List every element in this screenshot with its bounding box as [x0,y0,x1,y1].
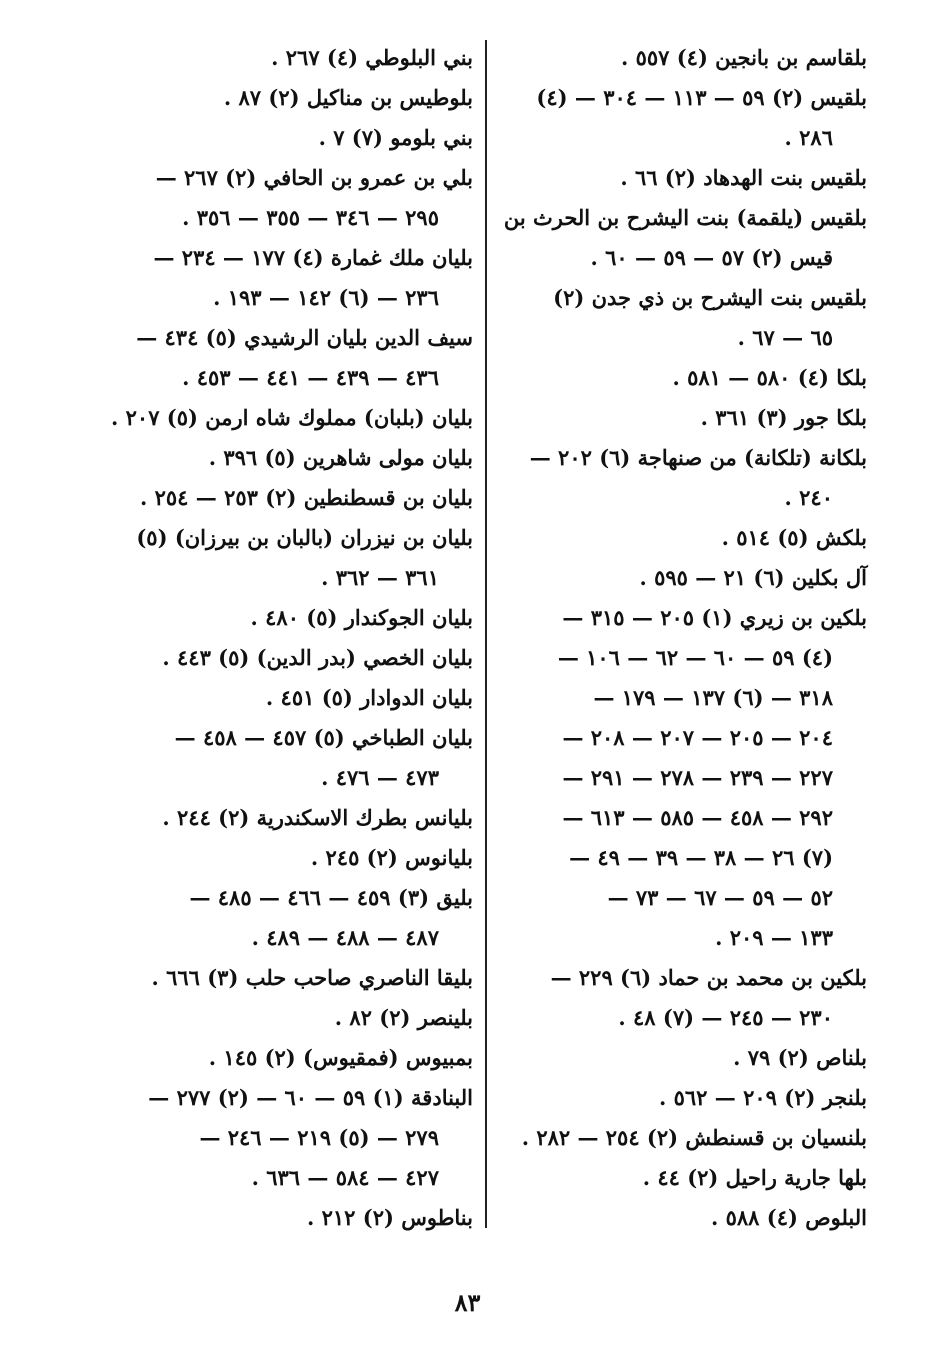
index-line: بني البلوطي (٤) ٢٦٧ . [271,45,473,70]
index-line: بلها جارية راحيل (٢) ٤٤ . [642,1165,867,1190]
index-line: ٢٠٤ — ٢٠٥ — ٢٠٧ — ٢٠٨ — [562,725,833,750]
right-column [503,38,867,1238]
index-line: بلي بن عمرو بن الحافي (٢) ٢٦٧ — [155,165,473,190]
index-line: ٢٣٠ — ٢٤٥ — (٧) ٤٨ . [618,1005,833,1030]
index-line: بليان (بلبان) مملوك شاه ارمن (٥) ٢٠٧ . [111,405,473,430]
index-line: بليان مولى شاهرين (٥) ٣٩٦ . [208,445,473,470]
index-line: البنادقة (١) ٥٩ — ٦٠ — (٢) ٢٧٧ — [148,1085,473,1110]
index-line: بلنجر (٢) ٢٠٩ — ٥٦٢ . [659,1085,867,1110]
index-line: بليان الخصي (بدر الدين) (٥) ٤٤٣ . [162,645,473,670]
index-line: ٤٧٣ — ٤٧٦ . [321,765,439,790]
index-line: بليان الطباخي (٥) ٤٥٧ — ٤٥٨ — [174,725,473,750]
index-line: ٢٨٦ . [784,125,833,150]
index-line: بليان بن نيزران (بالبان بن بيرزان) (٥) [136,525,473,550]
index-line: بلكين بن زيري (١) ٢٠٥ — ٣١٥ — [562,605,867,630]
index-line: بليان بن قسطنطين (٢) ٢٥٣ — ٢٥٤ . [139,485,473,510]
column-divider [485,40,487,1228]
index-line: بلكش (٥) ٥١٤ . [721,525,867,550]
index-line: بلقيس (يلقمة) بنت اليشرح بن الحرث بن [503,205,867,230]
index-line: بمبيوس (فمقيوس) (٢) ١٤٥ . [208,1045,473,1070]
index-line: بليانس بطرك الاسكندرية (٢) ٢٤٤ . [162,805,473,830]
index-line: آل بكلين (٦) ٢١ — ٥٩٥ . [639,565,867,590]
index-line: بليان ملك غمارة (٤) ١٧٧ — ٢٣٤ — [153,245,473,270]
index-line: بلناص (٢) ٧٩ . [733,1045,867,1070]
index-line: قيس (٢) ٥٧ — ٥٩ — ٦٠ . [590,245,833,270]
index-line: بليانوس (٢) ٢٤٥ . [310,845,473,870]
index-line: بلينصر (٢) ٨٢ . [334,1005,473,1030]
left-column [111,38,473,1238]
index-line: بلكا (٤) ٥٨٠ — ٥٨١ . [672,365,867,390]
index-line: ١٣٣ — ٢٠٩ . [715,925,833,950]
index-line: ٣١٨ — (٦) ١٣٧ — ١٧٩ — [593,685,833,710]
index-line: بليان الجوكندار (٥) ٤٨٠ . [250,605,473,630]
index-line: (٤) ٥٩ — ٦٠ — ٦٢ — ١٠٦ — [557,645,833,670]
index-line: ٢٢٧ — ٢٣٩ — ٢٧٨ — ٢٩١ — [562,765,833,790]
index-line: ٤٢٧ — ٥٨٤ — ٦٣٦ . [251,1165,439,1190]
index-line: ٢٩٥ — ٣٤٦ — ٣٥٥ — ٣٥٦ . [182,205,439,230]
index-line: بليقا الناصري صاحب حلب (٣) ٦٦٦ . [151,965,473,990]
index-line: ٢٧٩ — (٥) ٢١٩ — ٢٤٦ — [199,1125,439,1150]
index-line: ٥٢ — ٥٩ — ٦٧ — ٧٣ — [607,885,833,910]
index-line: ٣٦١ — ٣٦٢ . [321,565,439,590]
index-line: ٢٤٠ . [784,485,833,510]
index-line: بلقيس بنت اليشرح بن ذي جدن (٢) [553,285,867,310]
index-line: بليق (٣) ٤٥٩ — ٤٦٦ — ٤٨٥ — [189,885,473,910]
index-line: بليان الدوادار (٥) ٤٥١ . [265,685,473,710]
index-line: بني بلومو (٧) ٧ . [318,125,473,150]
index-line: بلكين بن محمد بن حماد (٦) ٢٢٩ — [550,965,867,990]
index-line: البلوص (٤) ٥٨٨ . [710,1205,867,1230]
index-line: بلقيس بنت الهدهاد (٢) ٦٦ . [620,165,867,190]
index-line: ٢٩٢ — ٤٥٨ — ٥٨٥ — ٦١٣ — [562,805,833,830]
index-line: بلقيس (٢) ٥٩ — ١١٣ — ٣٠٤ — (٤) [536,85,867,110]
index-line: بلكا جور (٣) ٣٦١ . [700,405,867,430]
page-number: ٨٣ [454,1288,481,1317]
index-line: ٤٨٧ — ٤٨٨ — ٤٨٩ . [251,925,439,950]
index-line: ٦٥ — ٦٧ . [737,325,833,350]
index-line: ٤٣٦ — ٤٣٩ — ٤٤١ — ٤٥٣ . [182,365,439,390]
index-line: بلنسيان بن قسنطش (٢) ٢٥٤ — ٢٨٢ . [521,1125,867,1150]
index-line: بلوطيس بن مناكيل (٢) ٨٧ . [223,85,473,110]
index-line: بناطوس (٢) ٢١٢ . [306,1205,473,1230]
index-line: بلقاسم بن بانجين (٤) ٥٥٧ . [620,45,867,70]
index-line: (٧) ٢٦ — ٣٨ — ٣٩ — ٤٩ — [569,845,833,870]
index-line: ٢٣٦ — (٦) ١٤٢ — ١٩٣ . [213,285,439,310]
index-line: سيف الدين بليان الرشيدي (٥) ٤٣٤ — [136,325,473,350]
index-line: بلكانة (تلكانة) من صنهاجة (٦) ٢٠٢ — [529,445,867,470]
